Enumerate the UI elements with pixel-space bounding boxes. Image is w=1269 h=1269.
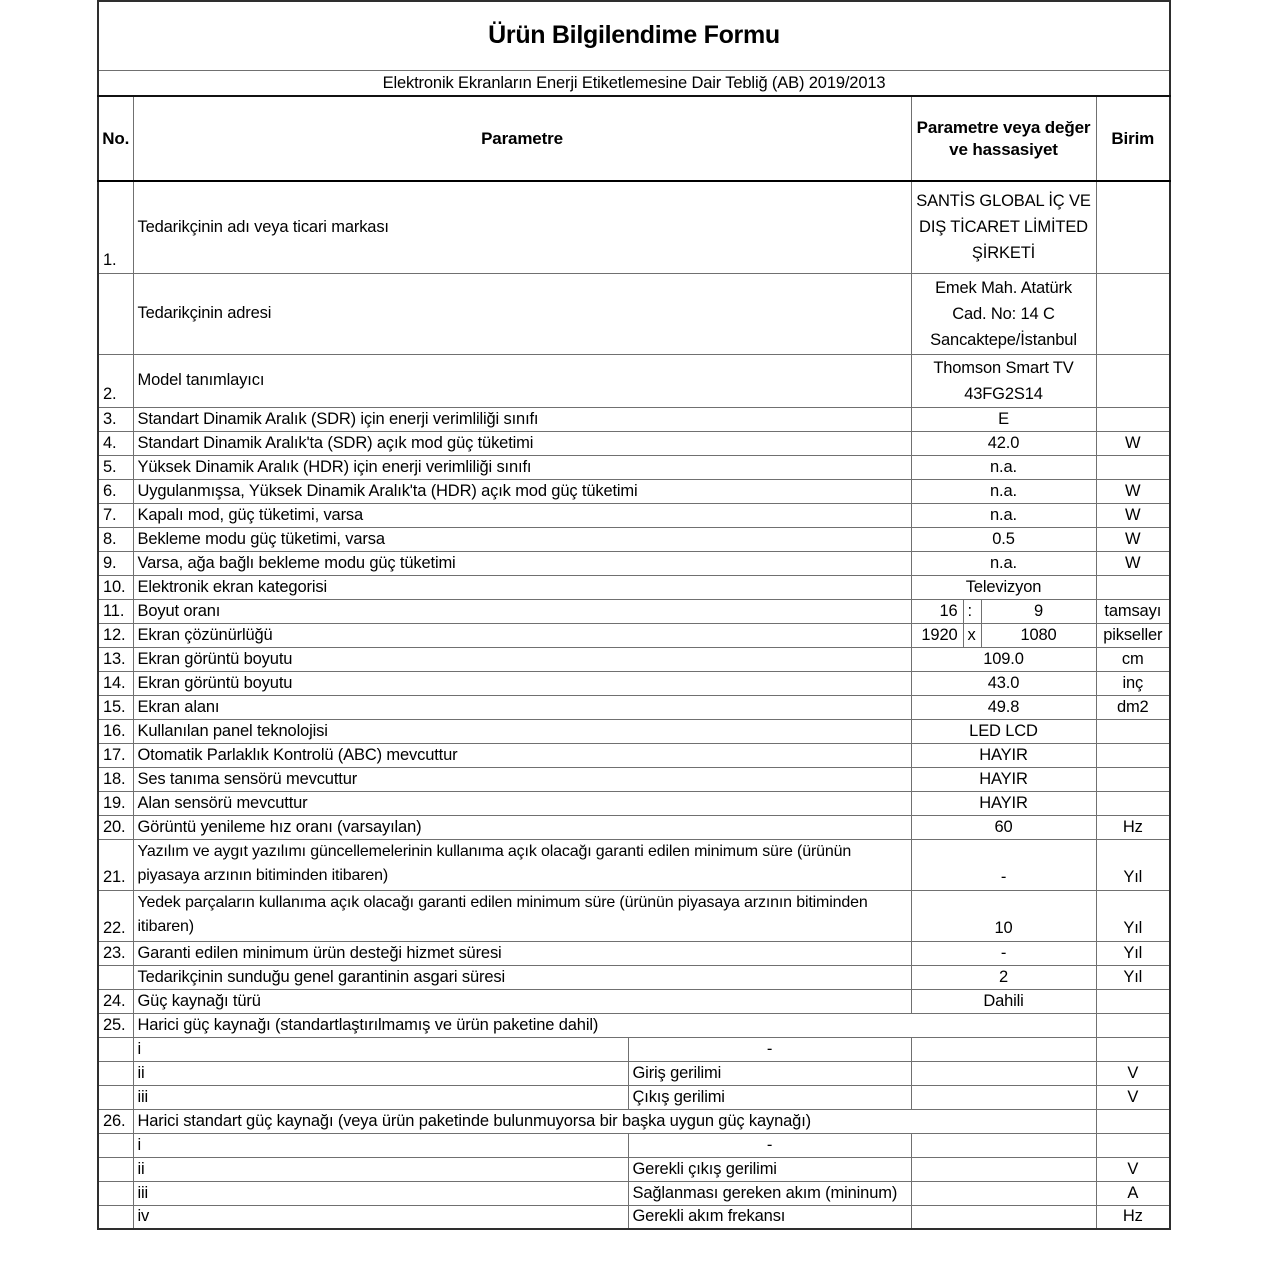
section-parameter-cell: Harici standart güç kaynağı (veya ürün paketinde bulunmuyorsa bir başka uygun güç kaynağı): [133, 1109, 1096, 1133]
unit-cell: [1096, 273, 1170, 354]
value-line: SANTİS GLOBAL İÇ VE: [916, 192, 1091, 211]
parameter-cell: Yüksek Dinamik Aralık (HDR) için enerji verimliliği sınıfı: [133, 455, 911, 479]
column-header-no: No.: [98, 96, 133, 181]
column-header-birim: Birim: [1096, 96, 1170, 181]
unit-cell: [1096, 1013, 1170, 1037]
unit-cell: [1096, 1037, 1170, 1061]
parameter-cell: Varsa, ağa bağlı bekleme modu güç tüketimi: [133, 551, 911, 575]
table-row: [98, 989, 1170, 1013]
unit-cell: tamsayı: [1096, 599, 1170, 623]
row-number-cell: [98, 1037, 133, 1061]
unit-cell: W: [1096, 503, 1170, 527]
table-row: [98, 575, 1170, 599]
sub-parameter-cell: Çıkış gerilimi: [628, 1085, 911, 1109]
row-number-cell: [98, 1133, 133, 1157]
sub-parameter-cell: Giriş gerilimi: [628, 1061, 911, 1085]
value-cell: [911, 1205, 1096, 1229]
product-info-table: [97, 0, 1171, 1230]
sub-parameter-cell: Sağlanması gereken akım (mininum): [628, 1181, 911, 1205]
value-cell: n.a.: [911, 455, 1096, 479]
parameter-cell: Elektronik ekran kategorisi: [133, 575, 911, 599]
table-row: [98, 1109, 1170, 1133]
value-cell: [911, 1157, 1096, 1181]
row-number-cell: 23.: [98, 941, 133, 965]
table-row: [98, 431, 1170, 455]
value-line: Sancaktepe/İstanbul: [930, 330, 1077, 349]
sub-parameter-cell: -: [628, 1133, 911, 1157]
regulation-subtitle: Elektronik Ekranların Enerji Etiketlemesine Dair Tebliğ (AB) 2019/2013: [98, 71, 1170, 97]
sub-parameter-cell: Gerekli çıkış gerilimi: [628, 1157, 911, 1181]
table-row: [98, 815, 1170, 839]
row-number-cell: 11.: [98, 599, 133, 623]
unit-cell: V: [1096, 1061, 1170, 1085]
row-number-cell: [98, 1205, 133, 1229]
unit-cell: Yıl: [1096, 890, 1170, 941]
value-cell: 0.5: [911, 527, 1096, 551]
value-cell: E: [911, 407, 1096, 431]
column-header-row: [98, 96, 1170, 181]
unit-cell: [1096, 791, 1170, 815]
sub-label-cell: iii: [133, 1181, 628, 1205]
table-row: [98, 479, 1170, 503]
table-row: [98, 671, 1170, 695]
sub-label-cell: iv: [133, 1205, 628, 1229]
table-row: [98, 551, 1170, 575]
table-row: [98, 1085, 1170, 1109]
row-number-cell: 3.: [98, 407, 133, 431]
parameter-cell: Garanti edilen minimum ürün desteği hizmet süresi: [133, 941, 911, 965]
unit-cell: A: [1096, 1181, 1170, 1205]
row-number-cell: [98, 965, 133, 989]
parameter-cell: Ses tanıma sensörü mevcuttur: [133, 767, 911, 791]
column-header-parametre: Parametre: [133, 96, 911, 181]
table-row: [98, 407, 1170, 431]
row-number-cell: 12.: [98, 623, 133, 647]
unit-cell: [1096, 719, 1170, 743]
value-line: ŞİRKETİ: [971, 244, 1036, 263]
row-number-cell: 5.: [98, 455, 133, 479]
value-cell: 109.0: [911, 647, 1096, 671]
table-row: [98, 1157, 1170, 1181]
row-number-cell: 17.: [98, 743, 133, 767]
value-cell: [911, 273, 1096, 354]
row-number-cell: 9.: [98, 551, 133, 575]
value-cell: n.a.: [911, 479, 1096, 503]
unit-cell: W: [1096, 527, 1170, 551]
table-row: [98, 623, 1170, 647]
value-cell: [911, 1133, 1096, 1157]
unit-cell: inç: [1096, 671, 1170, 695]
unit-cell: [1096, 1133, 1170, 1157]
value-cell: [911, 181, 1096, 273]
parameter-cell: Ekran görüntü boyutu: [133, 647, 911, 671]
unit-cell: pikseller: [1096, 623, 1170, 647]
value-cell: HAYIR: [911, 743, 1096, 767]
value-cell: -: [911, 839, 1096, 890]
parameter-cell: Bekleme modu güç tüketimi, varsa: [133, 527, 911, 551]
row-number-cell: 10.: [98, 575, 133, 599]
unit-cell: W: [1096, 479, 1170, 503]
table-row: [98, 455, 1170, 479]
unit-cell: V: [1096, 1157, 1170, 1181]
unit-cell: [1096, 455, 1170, 479]
table-row: [98, 1013, 1170, 1037]
unit-cell: W: [1096, 431, 1170, 455]
parameter-cell: Boyut oranı: [133, 599, 911, 623]
subtitle-row: [98, 71, 1170, 97]
value-cell: HAYIR: [911, 791, 1096, 815]
table-row: [98, 890, 1170, 941]
table-row: [98, 695, 1170, 719]
sub-parameter-cell: -: [628, 1037, 911, 1061]
value-cell: LED LCD: [911, 719, 1096, 743]
parameter-cell: Uygulanmışsa, Yüksek Dinamik Aralık'ta (HDR) açık mod güç tüketimi: [133, 479, 911, 503]
unit-cell: V: [1096, 1085, 1170, 1109]
row-number-cell: 14.: [98, 671, 133, 695]
parameter-cell: Görüntü yenileme hız oranı (varsayılan): [133, 815, 911, 839]
table-row: [98, 527, 1170, 551]
sub-label-cell: ii: [133, 1157, 628, 1181]
row-number-cell: 22.: [98, 890, 133, 941]
parameter-cell: Tedarikçinin adresi: [133, 273, 911, 354]
value-cell: -: [911, 941, 1096, 965]
unit-cell: [1096, 181, 1170, 273]
row-number-cell: 16.: [98, 719, 133, 743]
table-row: [98, 1133, 1170, 1157]
table-row: [98, 941, 1170, 965]
value-left-cell: 16: [911, 599, 963, 623]
unit-cell: W: [1096, 551, 1170, 575]
value-cell: 10: [911, 890, 1096, 941]
sub-label-cell: iii: [133, 1085, 628, 1109]
parameter-cell: Model tanımlayıcı: [133, 354, 911, 407]
parameter-cell: Ekran alanı: [133, 695, 911, 719]
value-cell: 42.0: [911, 431, 1096, 455]
value-cell: [911, 1181, 1096, 1205]
table-row: [98, 354, 1170, 407]
table-row: [98, 503, 1170, 527]
unit-cell: cm: [1096, 647, 1170, 671]
parameter-cell: Standart Dinamik Aralık (SDR) için enerji verimliliği sınıfı: [133, 407, 911, 431]
value-cell: n.a.: [911, 551, 1096, 575]
parameter-cell: Alan sensörü mevcuttur: [133, 791, 911, 815]
column-header-value-line2: ve hassasiyet: [949, 139, 1058, 159]
table-row: [98, 791, 1170, 815]
unit-cell: dm2: [1096, 695, 1170, 719]
row-number-cell: 7.: [98, 503, 133, 527]
row-number-cell: 4.: [98, 431, 133, 455]
unit-cell: Yıl: [1096, 965, 1170, 989]
value-cell: Dahili: [911, 989, 1096, 1013]
value-right-cell: 1080: [981, 623, 1096, 647]
row-number-cell: 18.: [98, 767, 133, 791]
table-row: [98, 1181, 1170, 1205]
title-row: [98, 1, 1170, 71]
section-parameter-cell: Harici güç kaynağı (standartlaştırılmamış ve ürün paketine dahil): [133, 1013, 1096, 1037]
table-row: [98, 965, 1170, 989]
unit-cell: [1096, 743, 1170, 767]
table-row: [98, 647, 1170, 671]
sub-label-cell: i: [133, 1037, 628, 1061]
row-number-cell: 24.: [98, 989, 133, 1013]
unit-cell: Hz: [1096, 1205, 1170, 1229]
table-row: [98, 767, 1170, 791]
parameter-cell: Standart Dinamik Aralık'ta (SDR) açık mod güç tüketimi: [133, 431, 911, 455]
form-title: Ürün Bilgilendime Formu: [98, 1, 1170, 71]
table-body: [98, 181, 1170, 1229]
parameter-cell: Ekran görüntü boyutu: [133, 671, 911, 695]
value-cell: n.a.: [911, 503, 1096, 527]
row-number-cell: 8.: [98, 527, 133, 551]
unit-cell: [1096, 767, 1170, 791]
value-cell: [911, 1061, 1096, 1085]
parameter-cell: Güç kaynağı türü: [133, 989, 911, 1013]
value-line: 43FG2S14: [964, 384, 1043, 403]
parameter-cell: Tedarikçinin adı veya ticari markası: [133, 181, 911, 273]
row-number-cell: 26.: [98, 1109, 133, 1133]
value-cell: [911, 1037, 1096, 1061]
table-row: [98, 599, 1170, 623]
value-line: Emek Mah. Atatürk: [935, 278, 1072, 297]
parameter-cell: Yedek parçaların kullanıma açık olacağı garanti edilen minimum süre (ürünün piyasaya arzının bitiminden itibaren): [133, 890, 911, 941]
parameter-cell: Yazılım ve aygıt yazılımı güncellemelerinin kullanıma açık olacağı garanti edilen minimum süre (ürünün piyasaya arzının bitiminden itibaren): [133, 839, 911, 890]
row-number-cell: 1.: [98, 181, 133, 273]
value-left-cell: 1920: [911, 623, 963, 647]
unit-cell: [1096, 989, 1170, 1013]
table-row: [98, 839, 1170, 890]
row-number-cell: 21.: [98, 839, 133, 890]
value-separator-cell: x: [963, 623, 981, 647]
row-number-cell: 13.: [98, 647, 133, 671]
sub-label-cell: i: [133, 1133, 628, 1157]
parameter-cell: Otomatik Parlaklık Kontrolü (ABC) mevcuttur: [133, 743, 911, 767]
value-cell: [911, 354, 1096, 407]
sub-parameter-cell: Gerekli akım frekansı: [628, 1205, 911, 1229]
column-header-value: [911, 96, 1096, 181]
table-row: [98, 719, 1170, 743]
unit-cell: Hz: [1096, 815, 1170, 839]
sub-label-cell: ii: [133, 1061, 628, 1085]
unit-cell: [1096, 575, 1170, 599]
table-row: [98, 1061, 1170, 1085]
unit-cell: [1096, 354, 1170, 407]
row-number-cell: 15.: [98, 695, 133, 719]
value-cell: 43.0: [911, 671, 1096, 695]
value-cell: 2: [911, 965, 1096, 989]
unit-cell: [1096, 407, 1170, 431]
table-row: [98, 1205, 1170, 1229]
value-cell: HAYIR: [911, 767, 1096, 791]
row-number-cell: 19.: [98, 791, 133, 815]
table-row: [98, 181, 1170, 273]
table-row: [98, 273, 1170, 354]
table-row: [98, 743, 1170, 767]
unit-cell: [1096, 1109, 1170, 1133]
row-number-cell: 2.: [98, 354, 133, 407]
row-number-cell: [98, 1157, 133, 1181]
table-row: [98, 1037, 1170, 1061]
value-cell: [911, 1085, 1096, 1109]
value-right-cell: 9: [981, 599, 1096, 623]
row-number-cell: [98, 1085, 133, 1109]
value-line: Thomson Smart TV: [933, 358, 1074, 377]
row-number-cell: 6.: [98, 479, 133, 503]
parameter-cell: Ekran çözünürlüğü: [133, 623, 911, 647]
row-number-cell: [98, 1181, 133, 1205]
value-cell: 60: [911, 815, 1096, 839]
value-line: Cad. No: 14 C: [952, 304, 1055, 323]
row-number-cell: 25.: [98, 1013, 133, 1037]
unit-cell: Yıl: [1096, 941, 1170, 965]
parameter-cell: Tedarikçinin sunduğu genel garantinin asgari süresi: [133, 965, 911, 989]
value-separator-cell: :: [963, 599, 981, 623]
table-head-section: [98, 1, 1170, 181]
row-number-cell: [98, 273, 133, 354]
unit-cell: Yıl: [1096, 839, 1170, 890]
parameter-cell: Kullanılan panel teknolojisi: [133, 719, 911, 743]
row-number-cell: [98, 1061, 133, 1085]
value-line: DIŞ TİCARET LİMİTED: [919, 218, 1088, 237]
parameter-cell: Kapalı mod, güç tüketimi, varsa: [133, 503, 911, 527]
row-number-cell: 20.: [98, 815, 133, 839]
column-header-value-line1: Parametre veya değer: [916, 118, 1091, 138]
value-cell: 49.8: [911, 695, 1096, 719]
value-cell: Televizyon: [911, 575, 1096, 599]
